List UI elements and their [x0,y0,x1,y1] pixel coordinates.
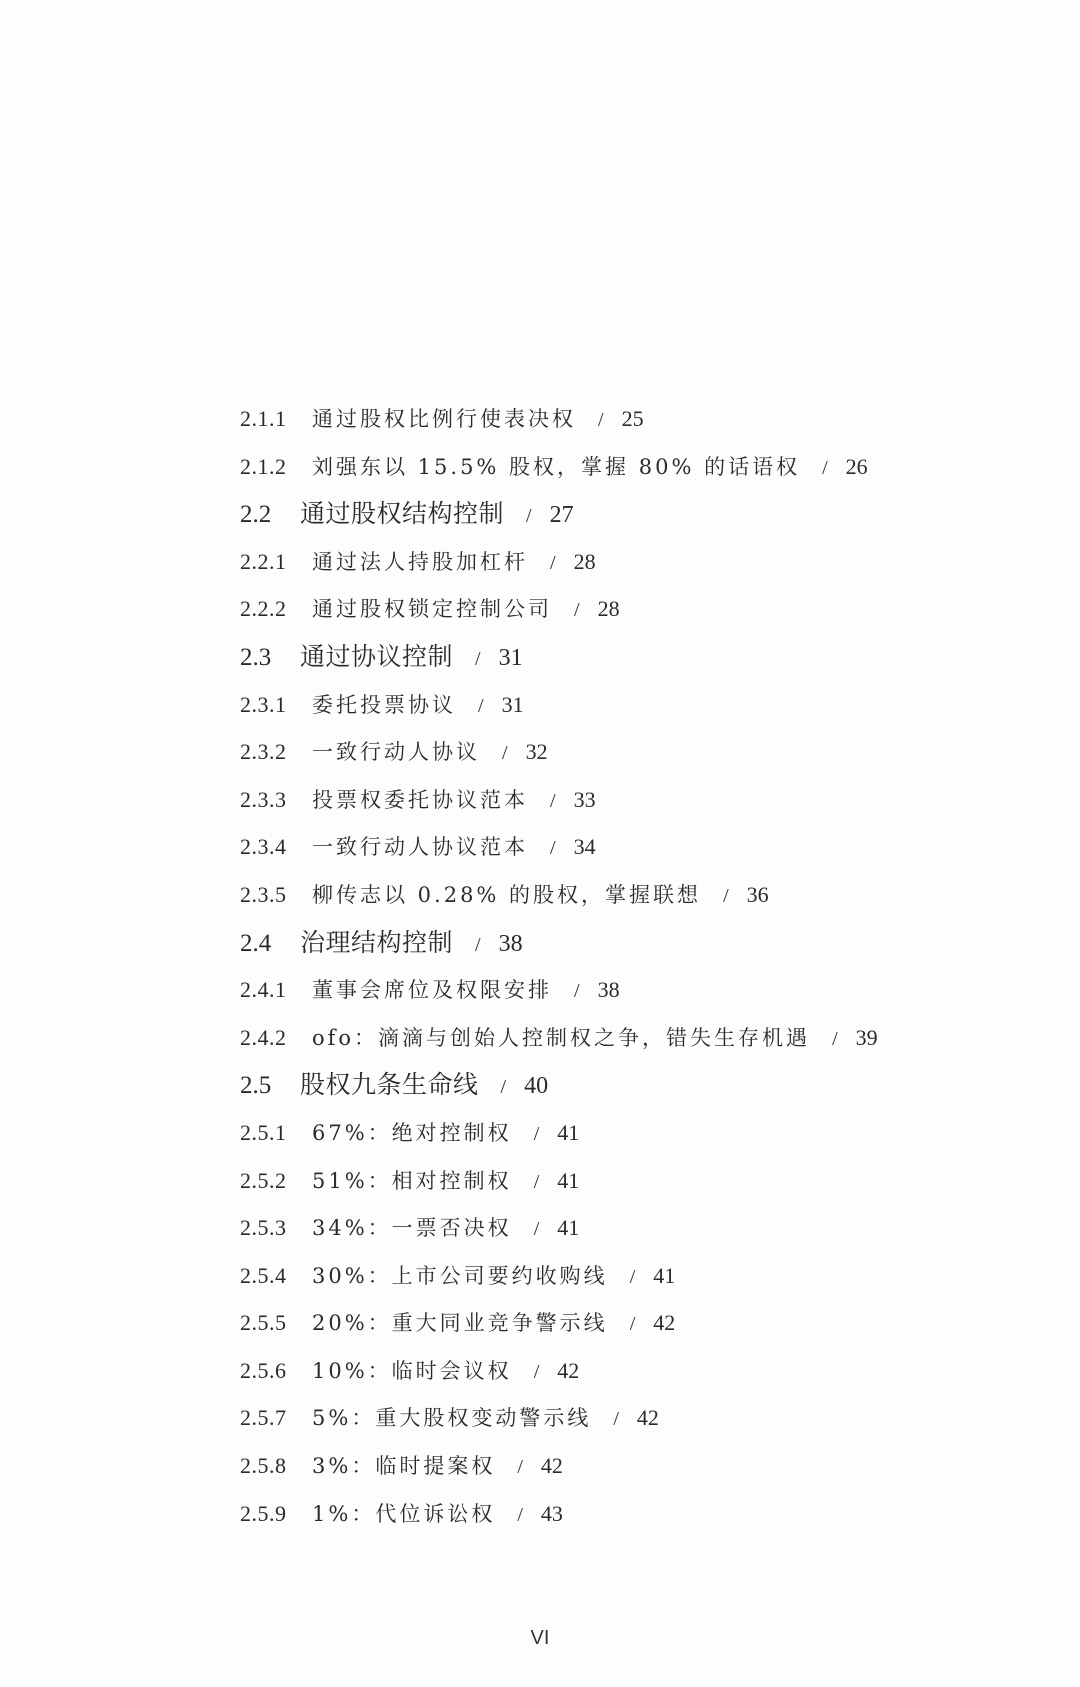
toc-subsection-entry [240,776,1000,824]
toc-entry-number: 2.2.1 [240,548,287,574]
toc-subsection-entry [240,1299,1000,1347]
toc-entry-page: 33 [573,786,596,812]
toc-entry-separator: / [550,789,556,812]
toc-subsection-entry [240,443,1000,491]
toc-entry-number: 2.4 [240,929,272,957]
toc-entry-separator: / [533,1218,540,1241]
toc-entry-separator: / [822,456,828,479]
toc-subsection-entry [240,1157,1000,1205]
toc-entry-title: 51%：相对控制权 [312,1168,512,1193]
toc-entry-number: 2.5.6 [240,1357,287,1383]
toc-entry-separator: / [526,505,532,528]
toc-subsection-entry [240,728,1000,776]
toc-entry-separator: / [517,1503,523,1526]
toc-entry-page: 42 [653,1310,676,1336]
toc-entry-page: 38 [597,977,620,1003]
toc-entry-number: 2.5.8 [240,1453,287,1479]
toc-section-entry [240,490,1000,538]
toc-entry-separator: / [629,1265,636,1288]
toc-entry-number: 2.3.4 [240,834,287,860]
toc-entry-title: 一致行动人协议 [312,740,480,765]
toc-entry-title: 通过法人持股加杠杆 [312,549,528,574]
toc-section-entry [240,633,1000,681]
toc-entry-separator: / [475,933,481,956]
toc-entry-separator: / [478,694,484,717]
toc-entry-number: 2.2 [240,501,272,529]
toc-entry-title: 30%：上市公司要约收购线 [312,1263,608,1288]
toc-entry-title: 5%：重大股权变动警示线 [312,1406,592,1431]
toc-entry-title: 3%：临时提案权 [312,1454,496,1479]
toc-entry-number: 2.3 [240,643,272,671]
toc-entry-page: 32 [525,739,548,765]
toc-entry-page: 41 [557,1119,580,1145]
toc-entry-number: 2.5.3 [240,1215,287,1241]
toc-entry-separator: / [533,1360,540,1383]
toc-entry-title: 通过协议控制 [300,641,454,671]
toc-entry-page: 41 [557,1167,580,1193]
toc-entry-separator: / [574,980,580,1003]
toc-entry-number: 2.3.5 [240,881,287,907]
table-of-contents [240,395,1000,1537]
toc-entry-title: 67%：绝对控制权 [312,1120,512,1145]
toc-entry-page: 28 [597,596,620,622]
toc-entry-separator: / [533,1122,540,1145]
toc-subsection-entry [240,1442,1000,1490]
toc-entry-separator: / [598,409,604,431]
toc-entry-title: 股权九条生命线 [300,1070,479,1100]
toc-entry-title: 刘强东以 15.5% 股权，掌握 80% 的话语权 [312,454,801,479]
toc-subsection-entry [240,1204,1000,1252]
toc-entry-number: 2.5.5 [240,1310,287,1336]
toc-entry-number: 2.5 [240,1072,272,1100]
toc-entry-separator: / [502,742,508,765]
toc-subsection-entry [240,823,1000,871]
toc-entry-number: 2.4.1 [240,977,287,1003]
toc-entry-page: 34 [573,834,596,860]
toc-entry-number: 2.5.9 [240,1500,287,1526]
toc-subsection-entry [240,1014,1000,1062]
toc-entry-number: 2.3.3 [240,786,287,812]
toc-entry-page: 36 [746,881,769,907]
toc-entry-page: 27 [549,502,574,529]
toc-entry-separator: / [550,551,556,574]
toc-entry-page: 42 [557,1357,580,1383]
toc-subsection-entry [240,966,1000,1014]
toc-entry-separator: / [629,1313,636,1336]
toc-entry-title: 10%：临时会议权 [312,1358,512,1383]
toc-subsection-entry [240,1252,1000,1300]
toc-entry-separator: / [500,1076,507,1099]
toc-subsection-entry [240,1109,1000,1157]
toc-entry-separator: / [574,599,580,622]
toc-subsection-entry [240,871,1000,919]
toc-entry-title: 柳传志以 0.28% 的股权，掌握联想 [312,882,702,907]
toc-entry-page: 43 [540,1500,563,1526]
toc-entry-page: 31 [501,691,524,717]
toc-entry-page: 38 [498,930,523,957]
toc-entry-number: 2.5.4 [240,1262,287,1288]
toc-entry-page: 28 [573,548,596,574]
toc-entry-title: 投票权委托协议范本 [312,787,528,812]
toc-entry-number: 2.3.2 [240,739,287,765]
toc-entry-page: 42 [636,1405,659,1431]
toc-entry-title: 通过股权比例行使表决权 [312,407,576,431]
toc-entry-page: 26 [845,453,868,479]
toc-entry-title: 1%：代位诉讼权 [312,1501,496,1526]
toc-section-entry [240,919,1000,967]
toc-entry-page: 39 [855,1024,878,1050]
toc-entry-number: 2.1.2 [240,453,287,479]
toc-entry-number: 2.4.2 [240,1024,287,1050]
toc-entry-separator: / [533,1170,540,1193]
toc-entry-title: 34%：一票否决权 [312,1216,512,1241]
toc-subsection-entry [240,395,1000,443]
toc-entry-page: 40 [524,1073,549,1100]
toc-entry-separator: / [613,1408,619,1431]
toc-entry-number: 2.5.2 [240,1167,287,1193]
toc-entry-page: 41 [557,1215,580,1241]
toc-subsection-entry [240,1490,1000,1538]
toc-entry-number: 2.1.1 [240,406,287,431]
toc-entry-separator: / [550,837,556,860]
toc-entry-separator: / [832,1027,838,1050]
toc-subsection-entry [240,585,1000,633]
toc-entry-title: 通过股权锁定控制公司 [312,597,552,622]
toc-entry-page: 25 [621,406,644,431]
toc-entry-separator: / [475,647,481,670]
toc-entry-page: 42 [540,1453,563,1479]
toc-section-entry [240,1061,1000,1109]
toc-entry-page: 31 [498,644,523,671]
toc-entry-title: 委托投票协议 [312,692,456,717]
toc-subsection-entry [240,681,1000,729]
toc-entry-number: 2.5.1 [240,1119,287,1145]
toc-entry-number: 2.3.1 [240,691,287,717]
toc-entry-title: 通过股权结构控制 [300,499,505,529]
toc-entry-title: 20%：重大同业竞争警示线 [312,1311,608,1336]
page-number: VI [530,1627,550,1649]
toc-subsection-entry [240,1347,1000,1395]
toc-entry-number: 2.2.2 [240,596,287,622]
toc-entry-title: ofo：滴滴与创始人控制权之争，错失生存机遇 [312,1025,811,1050]
toc-subsection-entry [240,1394,1000,1442]
toc-entry-number: 2.5.7 [240,1405,287,1431]
toc-entry-title: 治理结构控制 [300,927,454,957]
toc-entry-page: 41 [653,1262,676,1288]
toc-entry-title: 一致行动人协议范本 [312,835,528,860]
toc-entry-separator: / [723,884,729,907]
toc-entry-title: 董事会席位及权限安排 [312,978,552,1003]
toc-subsection-entry [240,538,1000,586]
toc-entry-separator: / [517,1456,523,1479]
